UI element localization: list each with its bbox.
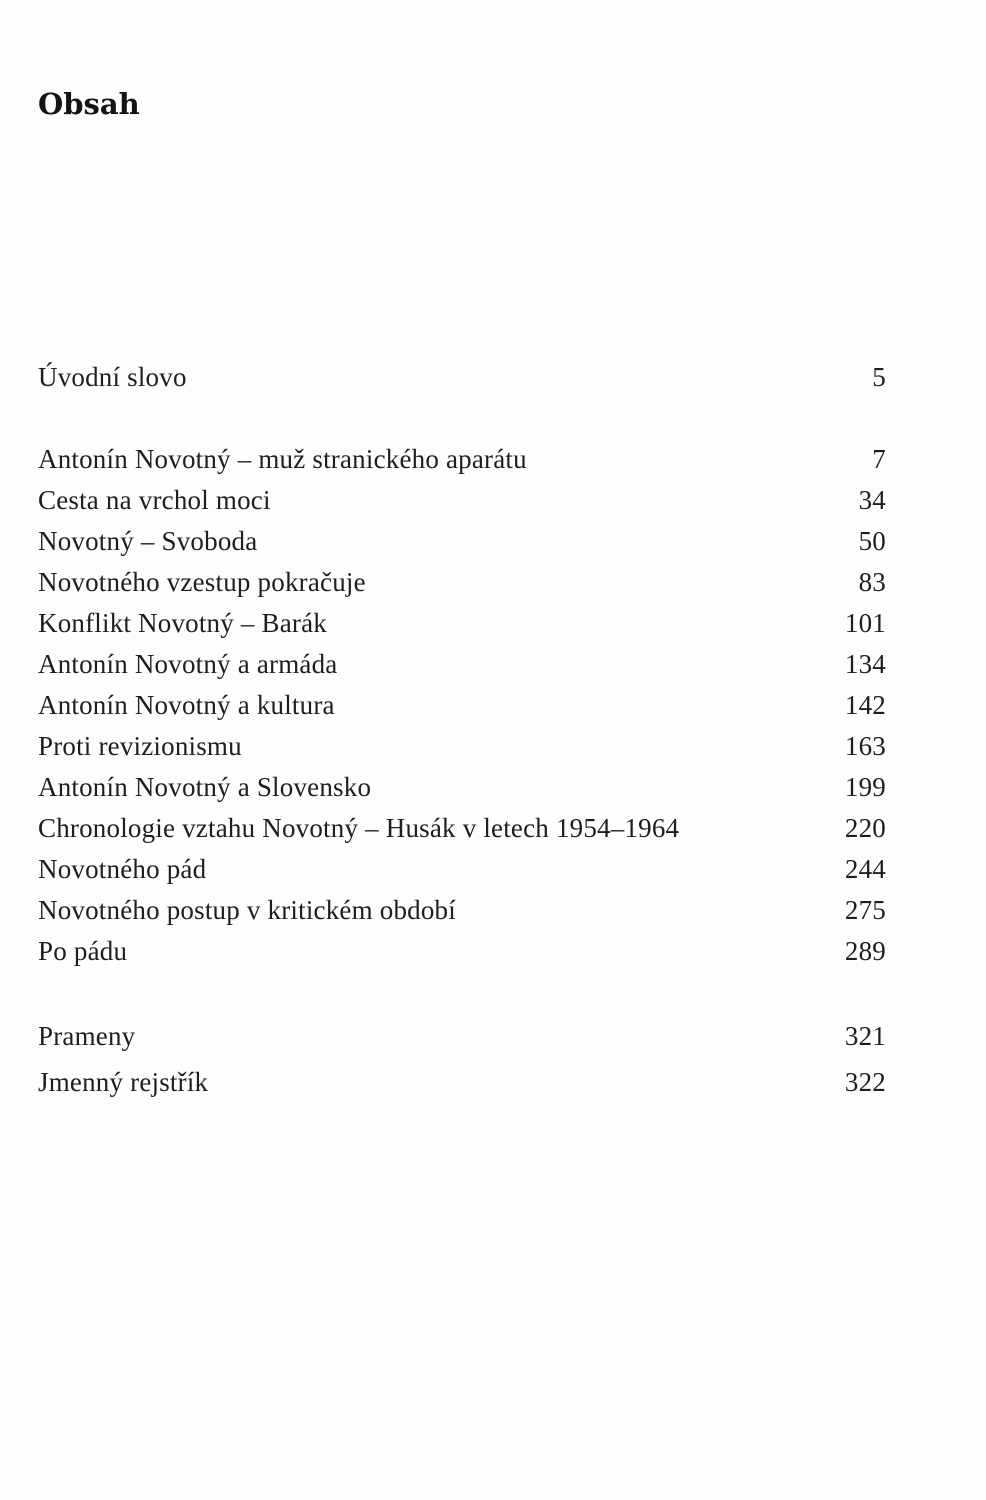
toc-entry bbox=[38, 767, 886, 808]
toc-entry-label: Novotného postup v kritickém období bbox=[38, 895, 456, 925]
toc-entry-page: 7 bbox=[872, 444, 886, 474]
toc-entry-label: Chronologie vztahu Novotný – Husák v letech 1954–1964 bbox=[38, 813, 680, 843]
toc-entry-label: Novotný – Svoboda bbox=[38, 526, 258, 556]
toc-entry-page: 134 bbox=[844, 649, 886, 679]
toc-entry bbox=[38, 931, 886, 972]
toc-entry-label: Jmenný rejstřík bbox=[38, 1067, 209, 1097]
toc-entry bbox=[38, 808, 886, 849]
toc-entry-label: Po pádu bbox=[38, 936, 128, 966]
toc-entry-label: Antonín Novotný a Slovensko bbox=[38, 772, 372, 802]
toc-entry bbox=[38, 890, 886, 931]
toc-entry bbox=[38, 521, 886, 562]
toc-entry bbox=[38, 849, 886, 890]
toc-entry-label: Antonín Novotný a armáda bbox=[38, 649, 338, 679]
toc-entry-page: 142 bbox=[844, 690, 886, 720]
toc-entry-label: Novotného pád bbox=[38, 854, 207, 884]
toc-entry bbox=[38, 439, 886, 480]
toc-entry-label: Proti revizionismu bbox=[38, 731, 242, 761]
toc-entry-page: 289 bbox=[844, 936, 886, 966]
page-title: Obsah bbox=[38, 87, 140, 121]
toc-entry-page: 199 bbox=[844, 772, 886, 802]
toc-entry bbox=[38, 480, 886, 521]
toc-chapters-section bbox=[38, 439, 886, 972]
toc-entry-page: 5 bbox=[872, 362, 886, 392]
toc-entry bbox=[38, 726, 886, 767]
toc-entry bbox=[38, 603, 886, 644]
toc-entry bbox=[38, 1059, 886, 1105]
toc-entry-page: 244 bbox=[844, 854, 886, 884]
toc-entry bbox=[38, 562, 886, 603]
toc-entry bbox=[38, 644, 886, 685]
toc-entry-label: Prameny bbox=[38, 1021, 136, 1051]
toc-entry-page: 50 bbox=[858, 526, 886, 556]
toc-entry-page: 163 bbox=[844, 731, 886, 761]
toc-entry-page: 220 bbox=[844, 813, 886, 843]
toc-entry bbox=[38, 1013, 886, 1059]
toc-entry bbox=[38, 685, 886, 726]
toc-entry-page: 83 bbox=[858, 567, 886, 597]
toc-back-matter-section bbox=[38, 1013, 886, 1105]
toc-entry-label: Antonín Novotný a kultura bbox=[38, 690, 335, 720]
toc-entry-label: Novotného vzestup pokračuje bbox=[38, 567, 366, 597]
toc-intro-section bbox=[38, 357, 886, 398]
toc-entry-label: Antonín Novotný – muž stranického aparátu bbox=[38, 444, 527, 474]
toc-entry-page: 275 bbox=[844, 895, 886, 925]
toc-entry-label: Úvodní slovo bbox=[38, 362, 187, 392]
toc-entry-page: 34 bbox=[858, 485, 886, 515]
toc-entry-page: 322 bbox=[844, 1067, 886, 1097]
toc-entry bbox=[38, 357, 886, 398]
toc-entry-page: 321 bbox=[844, 1021, 886, 1051]
toc-entry-label: Konflikt Novotný – Barák bbox=[38, 608, 328, 638]
toc-entry-page: 101 bbox=[844, 608, 886, 638]
toc-entry-label: Cesta na vrchol moci bbox=[38, 485, 271, 515]
